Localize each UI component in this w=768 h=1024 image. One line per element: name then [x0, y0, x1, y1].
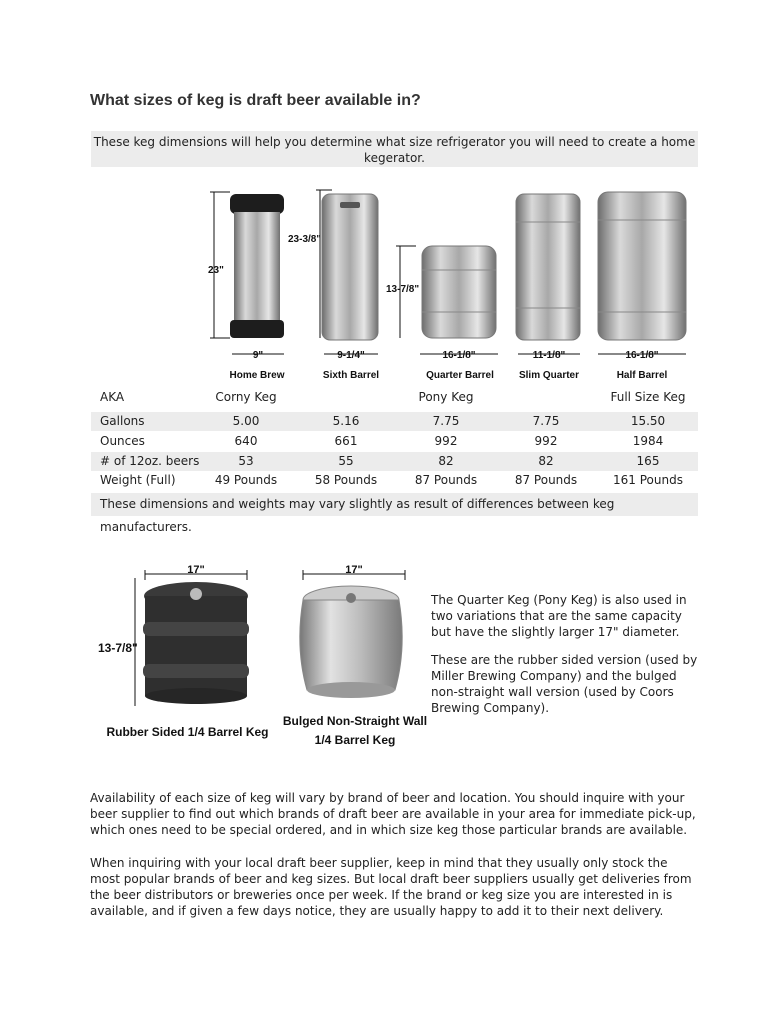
rubber-sided-keg-image	[143, 582, 249, 704]
table-row	[91, 412, 698, 431]
page-title: What sizes of keg is draft beer available in?	[90, 92, 421, 109]
table-cell: 992	[534, 434, 558, 448]
keg-name-quarter-barrel: Quarter Barrel	[426, 370, 494, 381]
table-cell: 640	[234, 434, 258, 448]
width-label-half-barrel: 16-1/8"	[625, 350, 659, 361]
row-label: # of 12oz. beers	[100, 454, 200, 468]
table-cell: 165	[636, 454, 660, 468]
table-cell: 87 Pounds	[514, 473, 578, 487]
caption-bulged-keg-line2: 1/4 Barrel Keg	[314, 733, 396, 747]
paragraph: The Quarter Keg (Pony Keg) is also used in two variations that are the same capacity but have the slightly larger 17" diameter.	[431, 593, 687, 639]
width-label-slim-quarter: 11-1/8"	[532, 350, 566, 361]
table-cell: 82	[438, 454, 454, 468]
slim-quarter-keg-image	[516, 194, 580, 340]
intro-box: These keg dimensions will help you determine what size refrigerator you will need to create a home kegerator.	[91, 131, 698, 167]
height-label-rubber-keg: 13-7/8"	[98, 641, 138, 655]
sixth-barrel-keg-image	[322, 194, 378, 340]
keg-name-slim-quarter: Slim Quarter	[518, 370, 580, 381]
width-label-bulged-keg: 17"	[345, 564, 363, 576]
table-cell: Full Size Keg	[610, 390, 686, 404]
row-label: AKA	[100, 390, 125, 404]
table-cell: 53	[238, 454, 254, 468]
table-cell: Corny Keg	[215, 390, 277, 404]
height-label-home-brew: 23"	[208, 265, 224, 276]
table-row	[91, 452, 698, 471]
table-cell: 55	[338, 454, 354, 468]
table-cell: Pony Keg	[418, 390, 474, 404]
paragraph-supplier: When inquiring with your local draft beer supplier, keep in mind that they usually only stock the most popular brands of beer and keg sizes. But local draft beer suppliers usually get deliveries from the beer distributors or breweries once per week. If the brand or keg size you are interested in is available, and if given a few days notice, they are usually happy to add it to their next delivery.	[90, 856, 692, 918]
table-row	[91, 432, 698, 451]
table-cell: 58 Pounds	[314, 473, 378, 487]
half-barrel-keg-image	[598, 192, 686, 340]
row-label: Gallons	[100, 414, 145, 428]
paragraph-availability: Availability of each size of keg will vary by brand of beer and location. You should inquire with your beer supplier to find out which brands of draft beer are available in your area for immediate pick-up, which ones need to be special ordered, and in which size keg those particular brands are available.	[90, 791, 696, 837]
quarter-barrel-keg-image	[422, 246, 496, 338]
quarter-keg-variations-figure	[95, 560, 425, 710]
row-label: Ounces	[100, 434, 145, 448]
table-cell: 661	[334, 434, 358, 448]
table-row	[91, 471, 698, 490]
table-cell: 49 Pounds	[214, 473, 278, 487]
table-note: These dimensions and weights may vary slightly as result of differences between keg manufacturers.	[91, 493, 698, 516]
row-label: Weight (Full)	[100, 473, 176, 487]
paragraph: These are the rubber sided version (used by Miller Brewing Company) and the bulged non-straight wall version (used by Coors Brewing Company).	[431, 653, 698, 715]
width-label-sixth-barrel: 9-1/4"	[337, 350, 365, 361]
width-label-rubber-keg: 17"	[187, 564, 205, 576]
keg-name-home-brew: Home Brew	[229, 370, 285, 381]
table-cell: 161 Pounds	[613, 473, 683, 487]
table-cell: 5.00	[232, 414, 260, 428]
table-cell: 15.50	[630, 414, 666, 428]
keg-name-half-barrel: Half Barrel	[616, 370, 668, 381]
table-cell: 82	[538, 454, 554, 468]
caption-rubber-sided-keg: Rubber Sided 1/4 Barrel Keg	[106, 725, 269, 739]
table-cell: 5.16	[332, 414, 360, 428]
table-cell: 7.75	[532, 414, 560, 428]
table-cell: 87 Pounds	[414, 473, 478, 487]
height-label-quarter-barrel: 13-7/8"	[386, 284, 420, 295]
width-label-home-brew: 9"	[252, 350, 264, 361]
quarter-keg-description	[431, 592, 701, 728]
table-cell: 1984	[632, 434, 664, 448]
table-row	[91, 388, 698, 407]
caption-bulged-keg-line1: Bulged Non-Straight Wall	[282, 714, 428, 728]
keg-size-figure	[200, 180, 700, 385]
bulged-keg-image	[300, 586, 402, 698]
height-label-sixth-barrel: 23-3/8"	[288, 234, 322, 245]
table-cell: 992	[434, 434, 458, 448]
keg-name-sixth-barrel: Sixth Barrel	[322, 370, 380, 381]
home-brew-keg-image	[230, 194, 284, 338]
table-cell: 7.75	[432, 414, 460, 428]
width-label-quarter-barrel: 16-1/8"	[442, 350, 476, 361]
